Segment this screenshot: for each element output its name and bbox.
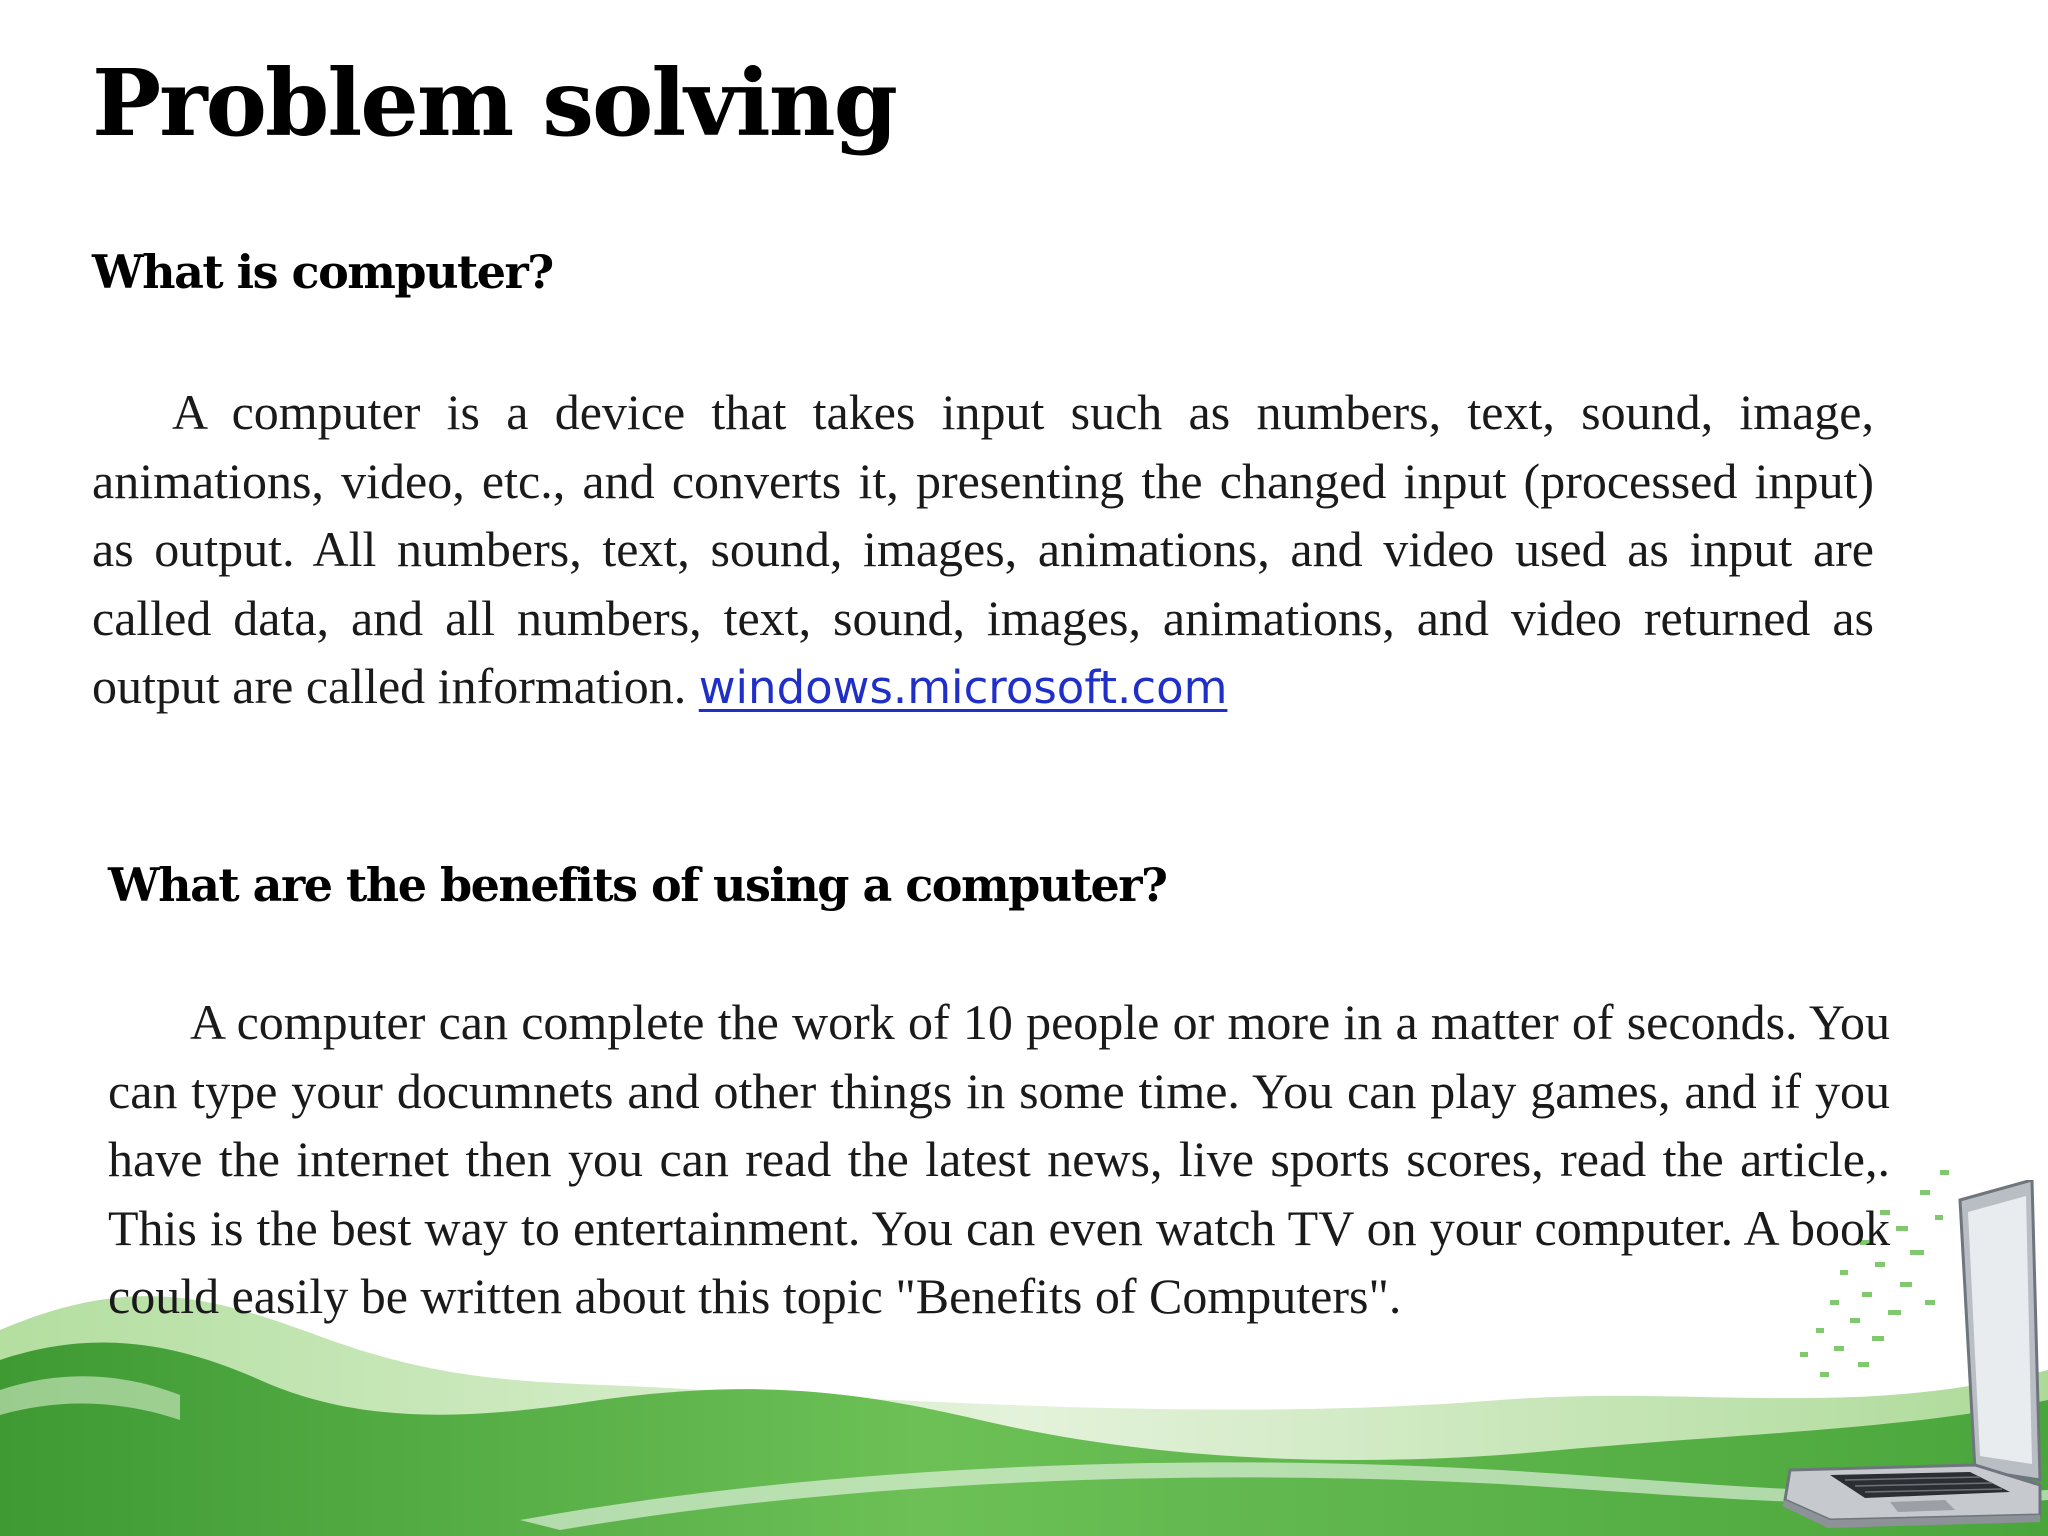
- paragraph-what-is-computer: [92, 378, 1874, 723]
- page-title: Problem solving: [92, 49, 896, 157]
- laptop-icon: [1770, 1180, 2048, 1536]
- paragraph-text: A computer is a device that takes input such as numbers, text, sound, image, animations, video, etc., and converts it, presenting the changed input (processed input) as output. All numbers, text, sound, images, animations, and video used as input are called data, and all numbers, text, sound, images, animations, and video returned as output are called information.: [92, 384, 1874, 714]
- paragraph-benefits: A computer can complete the work of 10 people or more in a matter of seconds. You can type your documnets and other things in some time. You can play games, and if you have the internet then you can read the latest news, live sports scores, read the article,. This is the best way to entertainment. You can even watch TV on your computer. A book could easily be written about this topic "Benefits of Computers".: [108, 994, 1890, 1324]
- source-link[interactable]: windows.microsoft.com: [698, 661, 1228, 714]
- section-heading-benefits: What are the benefits of using a computer?: [108, 858, 1167, 912]
- section-heading-what-is-computer: What is computer?: [92, 245, 553, 299]
